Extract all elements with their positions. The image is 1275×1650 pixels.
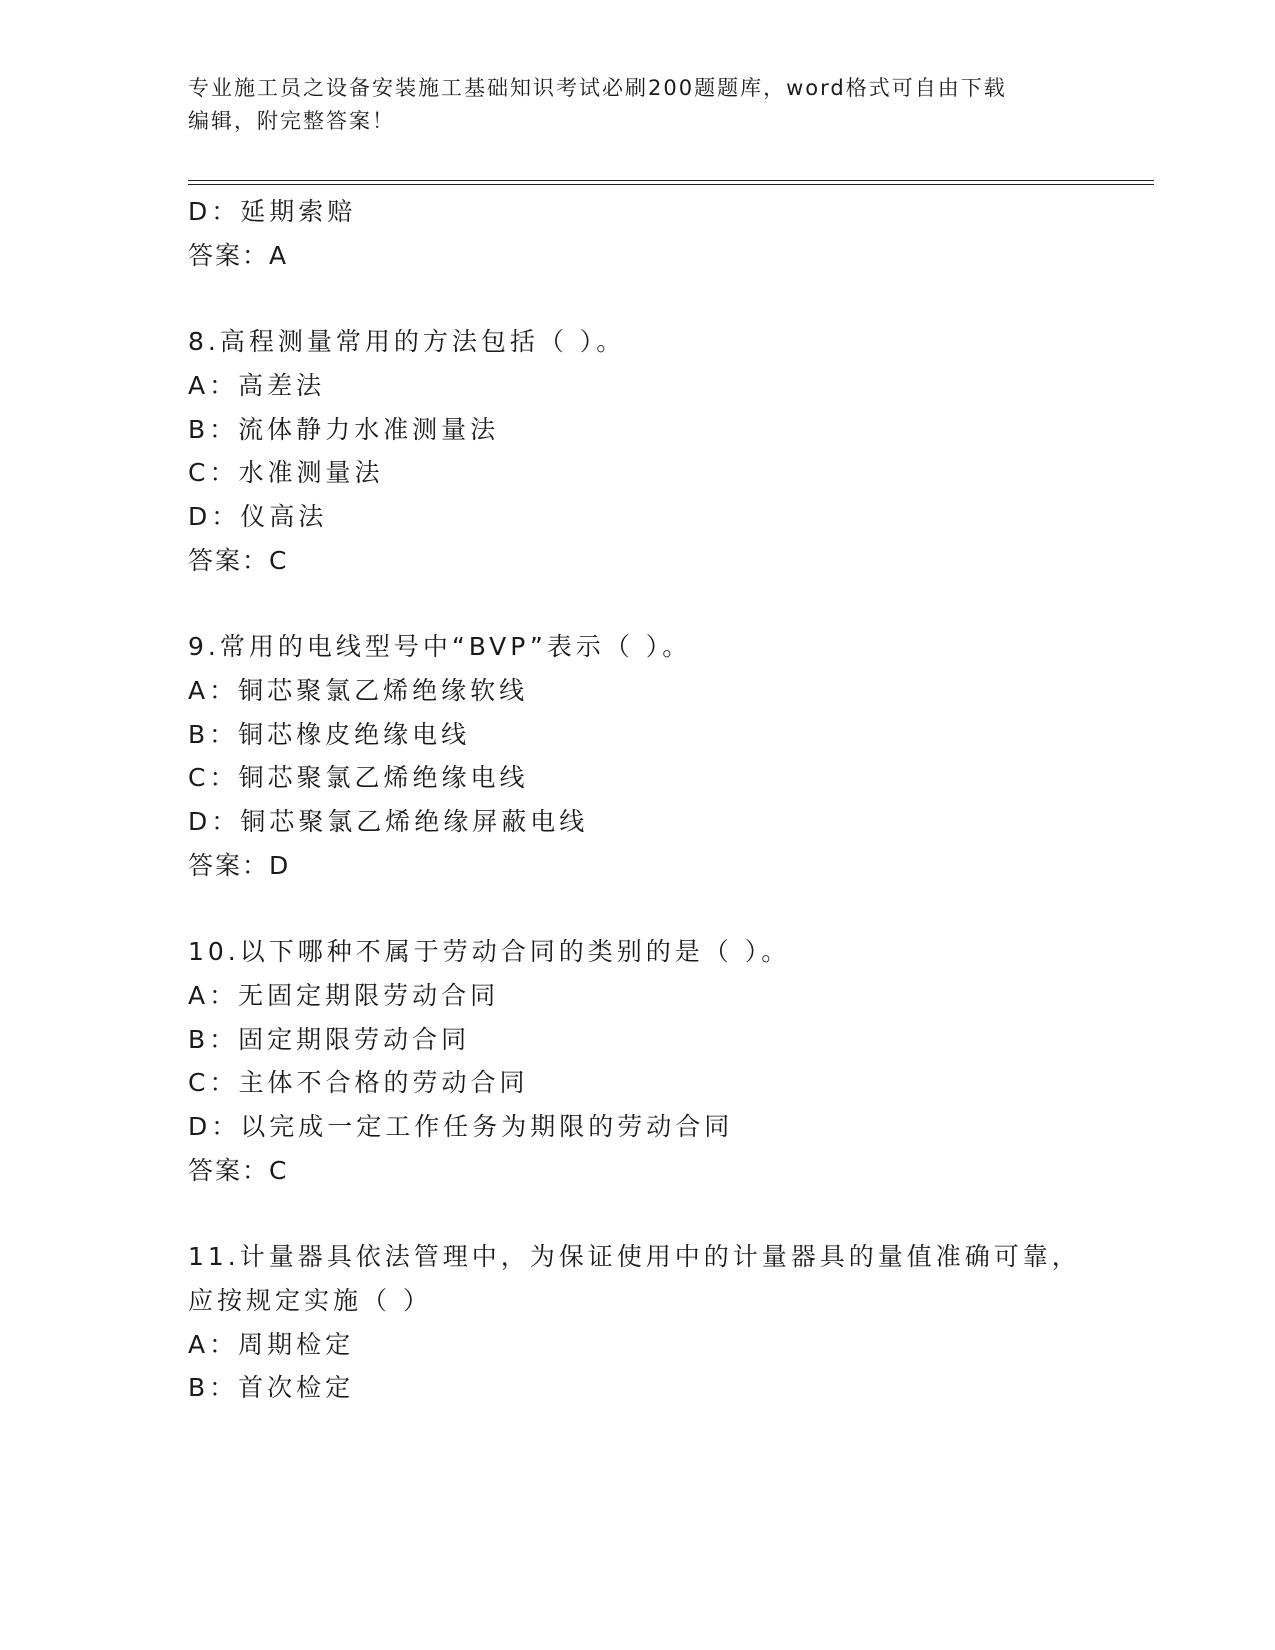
option-b-q11: B：首次检定 xyxy=(188,1373,355,1402)
document-header xyxy=(188,72,1088,138)
option-c-q10: C：主体不合格的劳动合同 xyxy=(188,1068,529,1097)
question-8: 8.高程测量常用的方法包括（ ）。 xyxy=(188,327,626,356)
header-line-2: 编辑，附完整答案！ xyxy=(188,109,395,133)
question-11: 11.计量器具依法管理中，为保证使用中的计量器具的量值准确可靠， xyxy=(188,1242,1081,1271)
answer-q10: 答案：C xyxy=(188,1156,289,1185)
option-a-q8: A：高差法 xyxy=(188,371,326,400)
header-rule-top xyxy=(188,180,1154,181)
header-rule-bottom xyxy=(188,184,1154,185)
option-a-q9: A：铜芯聚氯乙烯绝缘软线 xyxy=(188,676,529,705)
answer-q8: 答案：C xyxy=(188,546,289,575)
option-a-q10: A：无固定期限劳动合同 xyxy=(188,981,500,1010)
header-line-1: 专业施工员之设备安装施工基础知识考试必刷200题题库，word格式可自由下载 xyxy=(188,76,1007,100)
question-11-continued: 应按规定实施（ ） xyxy=(188,1286,432,1315)
option-b-q9: B：铜芯橡皮绝缘电线 xyxy=(188,720,471,749)
option-b-q10: B：固定期限劳动合同 xyxy=(188,1025,471,1054)
question-10: 10.以下哪种不属于劳动合同的类别的是（ ）。 xyxy=(188,937,791,966)
option-c-q9: C：铜芯聚氯乙烯绝缘电线 xyxy=(188,763,529,792)
question-9: 9.常用的电线型号中“BVP”表示（ ）。 xyxy=(188,632,692,661)
option-d-q7: D：延期索赔 xyxy=(188,197,357,226)
option-d-q10: D：以完成一定工作任务为期限的劳动合同 xyxy=(188,1112,734,1141)
answer-q7: 答案：A xyxy=(188,241,289,270)
option-c-q8: C：水准测量法 xyxy=(188,458,384,487)
option-b-q8: B：流体静力水准测量法 xyxy=(188,415,500,444)
option-a-q11: A：周期检定 xyxy=(188,1330,355,1359)
answer-q9: 答案：D xyxy=(188,851,291,880)
option-d-q8: D：仪高法 xyxy=(188,502,328,531)
option-d-q9: D：铜芯聚氯乙烯绝缘屏蔽电线 xyxy=(188,807,589,836)
